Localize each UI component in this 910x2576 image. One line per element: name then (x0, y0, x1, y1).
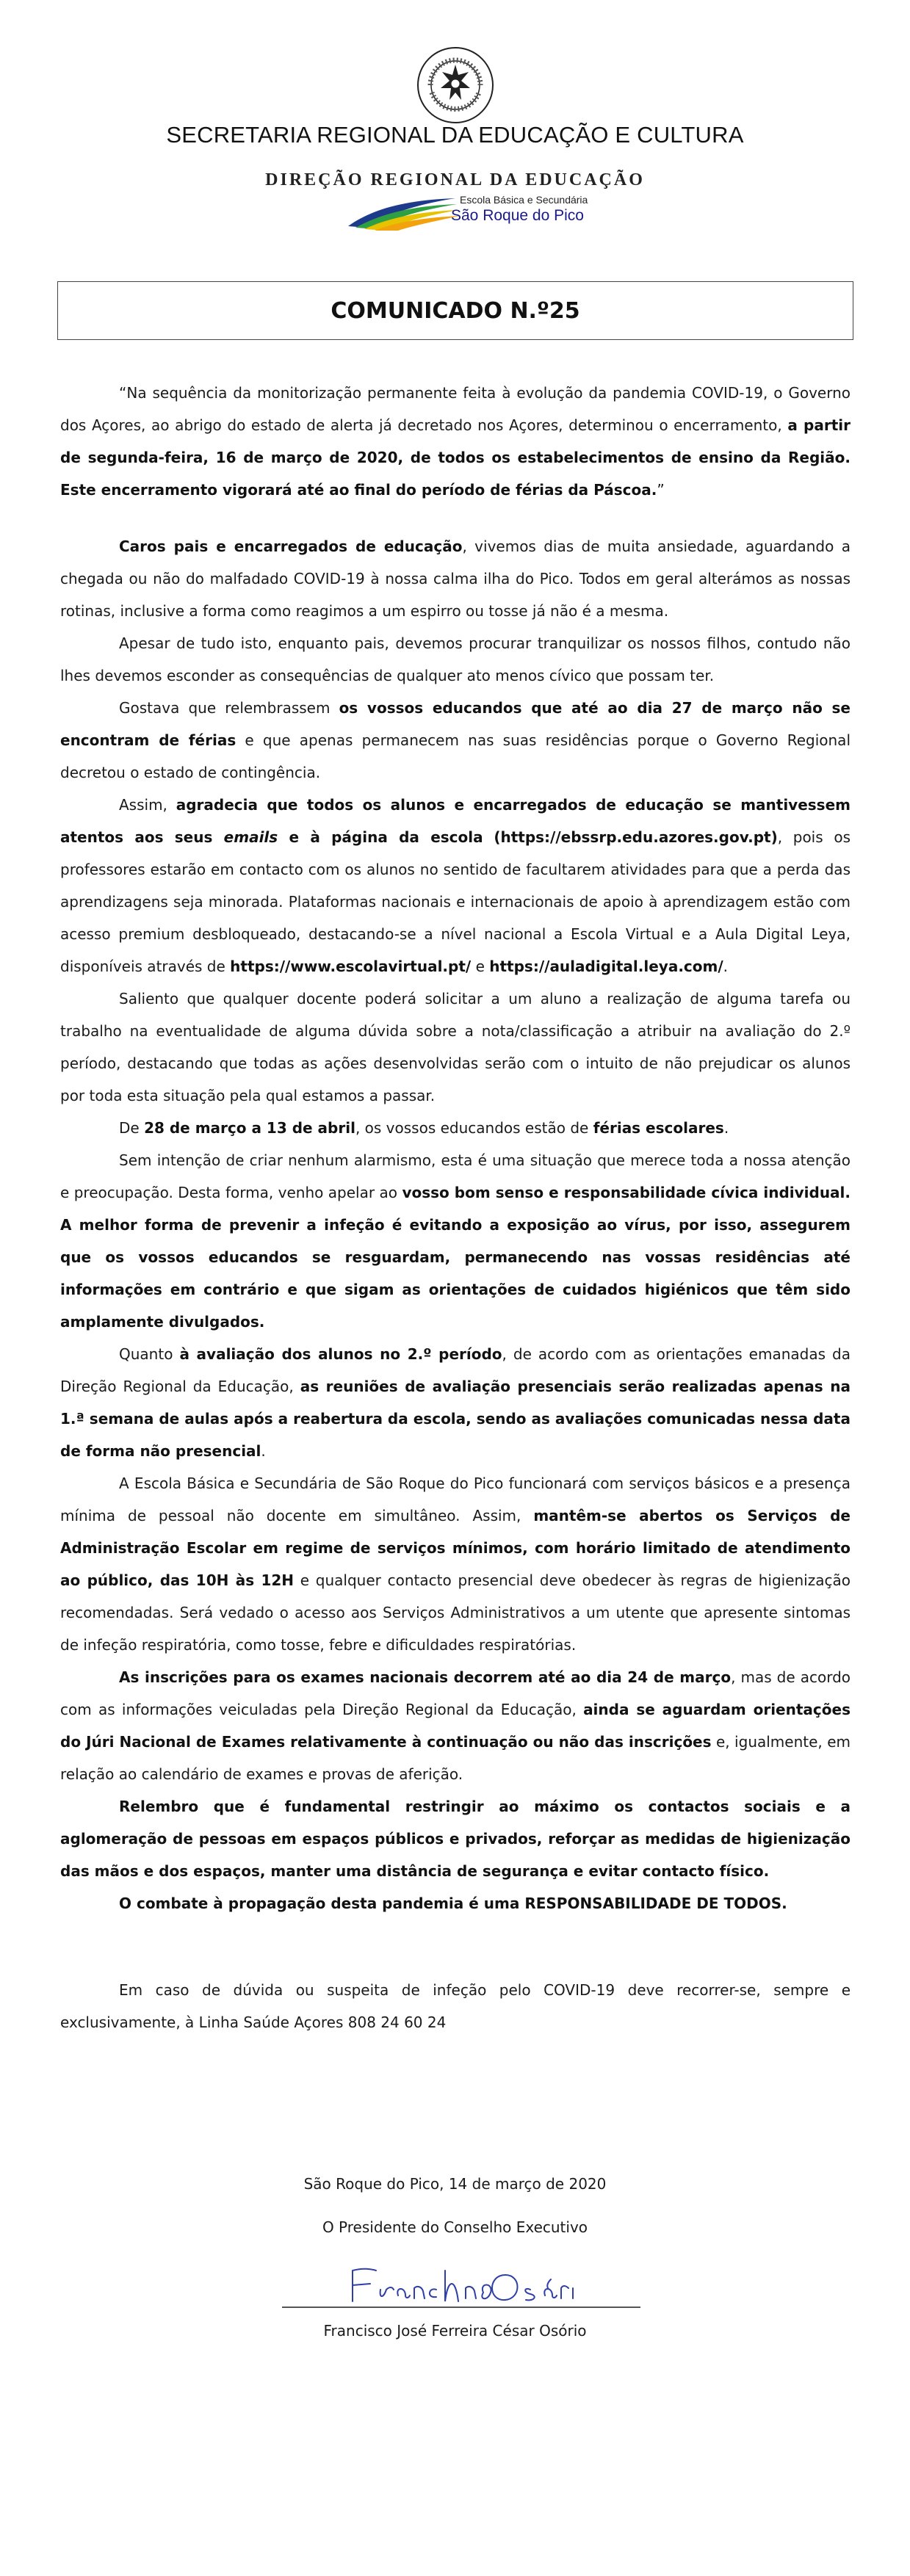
text-run: e à página da escola (278, 828, 483, 846)
paragraph-7 (60, 1112, 851, 1144)
text-run: Gostava que relembrassem (119, 699, 339, 717)
text-run: agradecia que todos os alunos e encarregados de educação se mantivessem atentos aos seus (60, 796, 851, 846)
paragraph-11 (60, 1661, 851, 1790)
text-run: , os vossos educandos estão de (355, 1119, 593, 1137)
signatory-name: Francisco José Ferreira César Osório (323, 2322, 587, 2340)
text-run: Quanto (119, 1345, 180, 1363)
text-run: e (471, 958, 490, 975)
text-run: O combate à propagação desta pandemia é uma RESPONSABILIDADE DE TODOS. (119, 1895, 787, 1912)
comunicado-title-box (57, 281, 853, 340)
text-run: emails (223, 828, 278, 846)
text-run: Caros pais e encarregados de educação (119, 538, 463, 555)
text-run: “Na sequência da monitorização permanente feita à evolução da pandemia COVID-19, o Governo dos Açores, ao abrigo do estado de alerta já decretado nos Açores, determinou o encerramento, (60, 384, 851, 434)
text-run: A Escola Básica e Secundária de São Roque do Pico funcionará com serviços básicos e a presença mínima de pessoal não docente em simultâneo. Assim, (60, 1475, 851, 1524)
school-name-line2: São Roque do Pico (451, 207, 584, 224)
text-run: De (119, 1119, 145, 1137)
text-run: . (723, 1119, 729, 1137)
text-run: Em caso de dúvida ou suspeita de infeção pelo COVID-19 deve recorrer-se, sempre e exclusivamente, à Linha Saúde Açores 808 24 60 24 (60, 1981, 851, 2031)
school-logo-swoosh (345, 192, 463, 231)
text-run: , vivemos dias de muita ansiedade, aguardando a chegada ou não do malfadado COVID-19 à nossa calma ilha do Pico. Todos em geral alterámos as nossas rotinas, inclusive a forma como reagimos a um espirro ou tosse já não é a mesma. (60, 538, 851, 620)
paragraph-14 (60, 1974, 851, 2038)
intro-quote-paragraph (60, 377, 851, 506)
text-run: ainda se aguardam orientações do Júri Nacional de Exames relativamente à continuação ou não das inscrições (60, 1701, 851, 1751)
signatory-role: O Presidente do Conselho Executivo (322, 2218, 588, 2236)
text-run: e que apenas permanecem nas suas residências porque o Governo Regional decretou o estado de contingência. (60, 731, 851, 781)
text-run: Relembro que é fundamental restringir ao máximo os contactos sociais e a aglomeração de pessoas em espaços públicos e privados, reforçar as medidas de higienização das mãos e dos espaços, manter uma distância de segurança e evitar contacto físico. (60, 1798, 851, 1880)
text-run: as reuniões de avaliação presenciais serão realizadas apenas na 1.ª semana de aulas após a reabertura da escola, sendo as avaliações comunicadas nessa data de forma não presencial (60, 1378, 851, 1460)
paragraph-4 (60, 692, 851, 789)
handwritten-signature (338, 2260, 580, 2312)
text-run: Saliento que qualquer docente poderá solicitar a um aluno a realização de alguma tarefa ou trabalho na eventualidade de alguma dúvida sobre a nota/classificação a atribuir na avaliação do 2.º período, destacando que todas as ações desenvolvidas serão com o intuito de não prejudicar os alunos por toda esta situação pela qual estamos a passar. (60, 990, 851, 1104)
regional-seal-emblem (416, 46, 495, 125)
paragraph-2 (60, 530, 851, 627)
text-run: Assim, (119, 796, 176, 814)
school-name-line1: Escola Básica e Secundária (460, 194, 588, 206)
paragraph-12 (60, 1790, 851, 1887)
direcao-heading: DIREÇÃO REGIONAL DA EDUCAÇÃO (265, 170, 645, 189)
paragraph-8 (60, 1144, 851, 1338)
paragraph-3 (60, 627, 851, 692)
comunicado-title: COMUNICADO N.º25 (331, 297, 580, 324)
text-run: https://www.escolavirtual.pt/ (230, 958, 472, 975)
paragraph-6 (60, 983, 851, 1112)
text-run: , mas de acordo com as informações veiculadas pela Direção Regional da Educação, (60, 1668, 851, 1718)
paragraph-1 (60, 377, 851, 506)
text-run: ” (657, 481, 665, 499)
text-run: a partir de segunda-feira, 16 de março de 2020, de todos os estabelecimentos de ensino da Região. Este encerramento vigorará até ao final do período de férias da Páscoa. (60, 416, 851, 499)
secretaria-heading: SECRETARIA REGIONAL DA EDUCAÇÃO E CULTURA (166, 122, 744, 148)
text-run: vosso bom senso e responsabilidade cívica individual. A melhor forma de prevenir a infeção é evitando a exposição ao vírus, por isso, assegurem que os vossos educandos se resguardam, permanecendo nas vossas residências até informações em contrário e que sigam as orientações de cuidados higiénicos que têm sido amplamente divulgados. (60, 1184, 851, 1331)
text-run: As inscrições para os exames nacionais decorrem até ao dia 24 de março (119, 1668, 732, 1686)
text-run: e, igualmente, em relação ao calendário de exames e provas de aferição. (60, 1733, 851, 1783)
text-run: os vossos educandos que até ao dia 27 de março não se encontram de férias (60, 699, 851, 749)
paragraph-13 (60, 1887, 851, 1920)
paragraph-5 (60, 789, 851, 983)
text-run: . (723, 958, 729, 975)
text-run: https://auladigital.leya.com/ (489, 958, 723, 975)
text-run: à avaliação dos alunos no 2.º período (179, 1345, 502, 1363)
text-run: e qualquer contacto presencial deve obedecer às regras de higienização recomendadas. Será vedado o acesso aos Serviços Administrativos a um utente que apresente sintomas de infeção respiratória, como tosse, febre e dificuldades respiratórias. (60, 1571, 851, 1654)
contact-paragraph (60, 1974, 851, 2038)
text-run: . (261, 1442, 266, 1460)
text-run: Sem intenção de criar nenhum alarmismo, esta é uma situação que merece toda a nossa atenção e preocupação. Desta forma, venho apelar ao (60, 1151, 851, 1201)
text-run: férias escolares (593, 1119, 724, 1137)
text-run: , de acordo com as orientações emanadas da Direção Regional da Educação, (60, 1345, 851, 1395)
text-run: Apesar de tudo isto, enquanto pais, devemos procurar tranquilizar os nossos filhos, contudo não lhes devemos esconder as consequências de qualquer ato menos cívico que possam ter. (60, 634, 851, 684)
place-date: São Roque do Pico, 14 de março de 2020 (303, 2175, 607, 2193)
paragraph-10 (60, 1467, 851, 1661)
text-run: 28 de março a 13 de abril (144, 1119, 355, 1137)
text-run (483, 828, 494, 846)
text-run: mantêm-se abertos os Serviços de Administração Escolar em regime de serviços mínimos, com horário limitado de atendimento ao público, das 10H às 12H (60, 1507, 851, 1589)
body-paragraphs (60, 530, 851, 1920)
text-run: , pois os professores estarão em contacto com os alunos no sentido de facultarem atividades para que a perda das aprendizagens seja minorada. Plataformas nacionais e internacionais de apoio à aprendizagem estão com acesso premium desbloqueado, destacando-se a nível nacional a Escola Virtual e a Aula Digital Leya, disponíveis através de (60, 828, 851, 975)
signature-line (282, 2307, 640, 2308)
text-run: (https://ebssrp.edu.azores.gov.pt) (494, 828, 778, 846)
paragraph-9 (60, 1338, 851, 1467)
